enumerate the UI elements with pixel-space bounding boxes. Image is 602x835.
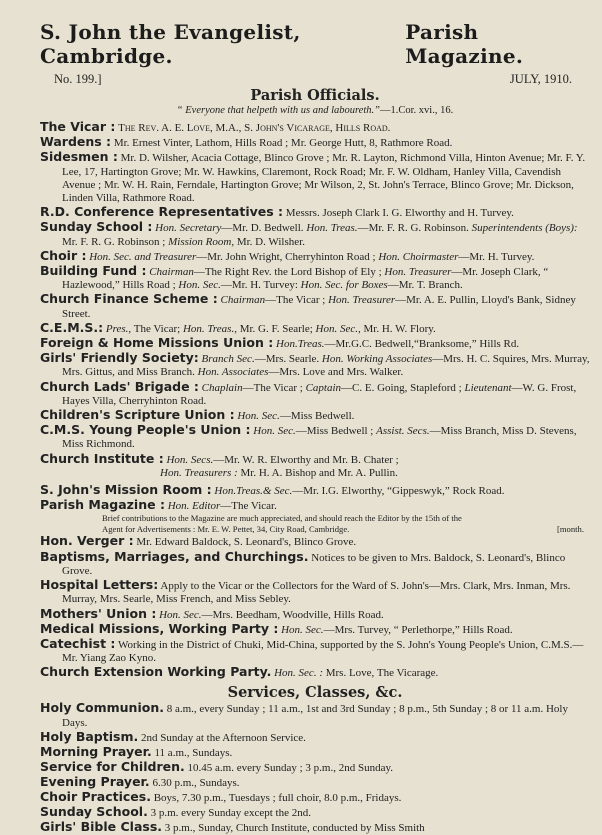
role: Hon. Treas. xyxy=(306,222,358,235)
service-sunday-school xyxy=(40,805,590,820)
entry-text: —Mr. John Wright, Cherryhinton Road ; xyxy=(196,250,376,263)
role: Hon. Treasurer xyxy=(384,266,452,279)
entry-text: Mr. Ernest Vinter, Lathom, Hills Road ; Mr. George Hutt, 8, Rathmore Road. xyxy=(113,137,453,150)
entry-mission-room xyxy=(40,483,590,498)
entry-label: Sidesmen : xyxy=(40,149,118,165)
note-month: [month. xyxy=(557,523,584,534)
entry-label: R.D. Conference Representatives : xyxy=(40,204,284,220)
entry-text: Working in the District of Chuki, Mid-China, supported by the S. John's Young People's Union, C.M.S.—Mr. Yiang Zao Kyno. xyxy=(62,638,584,665)
entry-label: Church Institute : xyxy=(40,450,164,466)
officials-heading: Parish Officials. xyxy=(250,87,380,104)
entry-text: Notices to be given to Mrs. Baldock, S. Leonard's, Blinco Grove. xyxy=(62,551,566,577)
role: Hon. Secretary xyxy=(155,222,222,235)
entry-church-institute-cont xyxy=(40,467,590,480)
entry-label: Children's Scripture Union : xyxy=(40,407,235,423)
entry-label: C.E.M.S.: xyxy=(40,319,104,335)
entry-text: —Mr. T. Branch. xyxy=(387,279,463,292)
entry-parish-magazine xyxy=(40,498,590,513)
issue-date: JULY, 1910. xyxy=(509,72,572,86)
entry-label: Baptisms, Marriages, and Churchings. xyxy=(40,548,309,564)
role: Hon. Working Associates xyxy=(321,353,433,366)
entry-text: Mr. G. F. Searle; xyxy=(236,322,313,335)
service-label: Holy Communion. xyxy=(40,699,164,715)
service-text: 2nd Sunday at the Afternoon Service. xyxy=(138,731,306,744)
service-holy-baptism xyxy=(40,730,590,745)
entry-text: —Mrs. H. C. Squires, Mrs. Murray, Mrs. Gittus, and Miss Branch. xyxy=(62,353,590,379)
entry-label: Church Finance Scheme : xyxy=(40,291,218,307)
entry-text: Apply to the Vicar or the Collectors for the Ward of S. John's—Mrs. Clark, Mrs. Inman, Mrs. Murray, Mrs. Searle, Miss French, and Miss Sebley. xyxy=(62,580,571,606)
entry-text: —Mrs. Searle. xyxy=(254,353,320,366)
role: Chaplain xyxy=(201,381,243,394)
role: Hon. Editor xyxy=(167,500,221,513)
entry-sidesmen xyxy=(40,150,590,205)
entry-rd-conference xyxy=(40,205,590,220)
entry-wardens xyxy=(40,135,590,150)
entry-text: Mr. D. Wilsher. xyxy=(234,235,305,248)
entry-text: —Mr. H. Turvey: xyxy=(220,279,298,292)
entry-text: The Rev. A. E. Love, M.A., S. John's Vicarage, Hills Road. xyxy=(118,122,391,134)
service-text: 3 p.m. every Sunday except the 2nd. xyxy=(147,806,311,819)
entry-text: Mrs. Love, The Vicarage. xyxy=(322,667,439,680)
epigraph-text: “ Everyone that helpeth with us and laboureth.” xyxy=(176,105,380,116)
entry-label: Sunday School : xyxy=(40,219,153,235)
entry-label: Church Lads' Brigade : xyxy=(40,378,199,394)
service-label: Evening Prayer. xyxy=(40,773,150,789)
role: Hon.Treas.& Sec. xyxy=(214,485,293,498)
entry-text: Mr. H. W. Flory. xyxy=(360,322,436,335)
entry-label: The Vicar : xyxy=(40,119,116,134)
entry-church-finance xyxy=(40,292,590,320)
service-text: 6.30 p.m., Sundays. xyxy=(149,776,240,789)
entry-label: Hospital Letters: xyxy=(40,577,159,593)
entry-text: —Mrs. Beedham, Woodville, Hills Road. xyxy=(201,608,384,621)
role: Hon. Sec. xyxy=(253,425,296,438)
note-text: Agent for Advertisements : Mr. E. W. Pettet, 34, City Road, Cambridge. xyxy=(102,523,350,534)
entry-text: —The Right Rev. the Lord Bishop of Ely ; xyxy=(193,266,382,279)
entry-church-institute xyxy=(40,452,590,467)
entry-text: —Mr. F. R. G. Robinson. xyxy=(357,222,469,235)
role: Hon. Associates xyxy=(197,366,269,379)
role: Hon. Sec. and Treasurer xyxy=(89,250,197,263)
entry-foreign-home-missions xyxy=(40,336,590,351)
service-evening-prayer xyxy=(40,775,590,790)
entry-text: —Mr. H. Turvey. xyxy=(458,250,535,263)
role: Hon. Sec. xyxy=(178,279,221,292)
entry-text: —Miss Branch, Miss D. Stevens, Miss Richmond. xyxy=(62,425,577,451)
parish-name: S. John the Evangelist, Cambridge. xyxy=(40,20,301,68)
role: Hon. Sec. xyxy=(281,623,324,636)
entry-label: Catechist : xyxy=(40,635,116,651)
role: Hon. Secs. xyxy=(166,453,214,466)
issue-number: No. 199.] xyxy=(54,72,102,86)
entry-label: Girls' Friendly Society: xyxy=(40,350,199,366)
service-morning-prayer xyxy=(40,745,590,760)
role: Captain xyxy=(305,381,342,394)
entry-text: —Mr. D. Bedwell. xyxy=(221,222,304,235)
entry-label: Mothers' Union : xyxy=(40,605,157,621)
magazine-title: Parish Magazine. xyxy=(405,20,524,68)
entry-label: S. John's Mission Room : xyxy=(40,482,212,498)
role: Hon. Treasurer xyxy=(328,294,396,307)
entry-label: Church Extension Working Party. xyxy=(40,664,272,680)
issue-row xyxy=(40,72,590,87)
editor-note xyxy=(40,513,590,534)
role: Assist. Secs. xyxy=(376,425,430,438)
services-list xyxy=(40,701,590,835)
service-text: Boys, 7.30 p.m., Tuesdays ; full choir, 8.0 p.m., Fridays. xyxy=(150,791,402,804)
role: Hon.Treas. xyxy=(276,338,325,351)
entry-mothers-union xyxy=(40,607,590,622)
entry-text: —Mr. W. R. Elworthy and Mr. B. Chater ; xyxy=(213,453,399,466)
entry-text: —Miss Bedwell ; xyxy=(295,425,374,438)
entry-text: —Mr. Joseph Clark, “ Hazlewood,” Hills Road ; xyxy=(62,266,549,292)
role: Chairman xyxy=(149,266,194,279)
role: Hon. Choirmaster xyxy=(378,250,459,263)
entry-choir xyxy=(40,249,590,264)
entry-text: —Miss Bedwell. xyxy=(279,410,355,423)
role: Pres., xyxy=(105,322,132,335)
entry-label: C.M.S. Young People's Union : xyxy=(40,422,251,438)
role: Hon. Treasurers : xyxy=(160,466,238,479)
role: Lieutenant xyxy=(464,381,512,394)
service-text: 10.45 a.m. every Sunday ; 3 p.m., 2nd Sunday. xyxy=(184,761,394,774)
service-children xyxy=(40,760,590,775)
service-text: 11 a.m., Sundays. xyxy=(151,746,233,759)
role: Chairman xyxy=(220,294,266,307)
note-line: Brief contributions to the Magazine are much appreciated, and should reach the Editor by the 15th of the xyxy=(102,513,462,524)
role: Hon. Sec. for Boxes xyxy=(300,279,388,292)
role: Hon. Sec. xyxy=(159,608,202,621)
masthead xyxy=(40,0,590,68)
epigraph-ref: —1.Cor. xvi., 16. xyxy=(379,105,454,116)
entry-text: The Vicar; xyxy=(131,322,181,335)
epigraph xyxy=(40,104,590,118)
entry-catechist xyxy=(40,637,590,665)
entry-text: —The Vicar ; xyxy=(265,294,326,307)
entry-text: Messrs. Joseph Clark I. G. Elworthy and H. Turvey. xyxy=(285,207,514,220)
entry-vicar xyxy=(40,120,590,135)
entry-text: —Mr. A. E. Pullin, Lloyd's Bank, Sidney Street. xyxy=(62,294,576,320)
note-line-2 xyxy=(102,524,590,535)
entry-childrens-scripture-union xyxy=(40,408,590,423)
entry-label: Foreign & Home Missions Union : xyxy=(40,335,274,351)
entry-label: Medical Missions, Working Party : xyxy=(40,620,279,636)
service-label: Sunday School. xyxy=(40,803,148,819)
entry-label: Hon. Verger : xyxy=(40,533,134,549)
role: Hon. Sec. xyxy=(237,410,280,423)
entry-building-fund xyxy=(40,264,590,292)
entry-label: Choir : xyxy=(40,247,87,263)
entry-cms-young-peoples-union xyxy=(40,423,590,451)
role: Superintendents (Boys): xyxy=(471,222,578,235)
entry-text: —Mrs. Love and Mrs. Walker. xyxy=(268,366,404,379)
service-label: Choir Practices. xyxy=(40,788,151,804)
entry-label: Wardens : xyxy=(40,134,112,150)
entry-text: —W. G. Frost, Hayes Villa, Cherryhinton Road. xyxy=(62,381,577,407)
entry-text: Mr. Edward Baldock, S. Leonard's, Blinco Grove. xyxy=(133,536,357,549)
service-text: 3 p.m., Sunday, Church Institute, conducted by Miss Smith xyxy=(162,821,425,834)
service-label: Holy Baptism. xyxy=(40,728,139,744)
role: Mission Room, xyxy=(168,235,235,248)
entry-cems xyxy=(40,321,590,336)
entry-text: —Mr.G.C. Bedwell,“Branksome,” Hills Rd. xyxy=(324,338,520,351)
service-label: Morning Prayer. xyxy=(40,743,152,759)
entry-text: —The Vicar ; xyxy=(242,381,303,394)
entry-text: —Mr. I.G. Elworthy, “Gippeswyk,” Rock Road. xyxy=(292,485,505,498)
entry-text: —The Vicar. xyxy=(220,500,277,513)
entry-text: Mr. D. Wilsher, Acacia Cottage, Blinco Grove ; Mr. R. Layton, Richmond Villa, Hinton Avenue; Mr. F. Y. Lee, 17, Hartington Grove; Mr. W. Hawkins, Claremont, Rock Road; Mr. F. W. Oldham, Hanley Villa, Cavendish Avenue ; Mr. W. H. Rain, Ferndale, Hartington Grove; Mr Wilson, 2, St. John's Terrace, Blinco Grove; Mr. Dickson, Linden Villa, Rathmore Road. xyxy=(62,152,586,205)
role: Hon. Sec. : xyxy=(274,667,323,680)
entry-girls-friendly-society xyxy=(40,351,590,379)
entry-church-lads-brigade xyxy=(40,380,590,408)
entry-church-extension xyxy=(40,665,590,680)
role: Hon. Treas., xyxy=(182,322,237,335)
service-text: 8 a.m., every Sunday ; 11 a.m., 1st and 3rd Sunday ; 8 p.m., 5th Sunday ; 8 or 11 a.m. Holy Days. xyxy=(62,702,568,729)
entry-text: —C. E. Going, Stapleford ; xyxy=(341,381,462,394)
role: Hon. Sec., xyxy=(315,322,361,335)
services-heading: Services, Classes, &c. xyxy=(227,683,403,701)
entry-label: Parish Magazine : xyxy=(40,497,165,513)
entry-text: —Mrs. Turvey, “ Perlethorpe,” Hills Road. xyxy=(323,623,513,636)
service-holy-communion xyxy=(40,701,590,730)
entry-medical-missions xyxy=(40,622,590,637)
entry-sunday-school xyxy=(40,220,590,248)
entry-hospital-letters xyxy=(40,578,590,606)
service-label: Service for Children. xyxy=(40,758,185,774)
service-girls-bible-class xyxy=(40,820,590,835)
role: Branch Sec. xyxy=(201,353,255,366)
entry-verger xyxy=(40,534,590,549)
service-choir-practices xyxy=(40,790,590,805)
entry-text: Mr. F. R. G. Robinson ; xyxy=(62,235,166,248)
entry-label: Building Fund : xyxy=(40,263,147,279)
entry-baptisms xyxy=(40,550,590,578)
service-label: Girls' Bible Class. xyxy=(40,818,163,834)
entry-text: Mr. H. A. Bishop and Mr. A. Pullin. xyxy=(237,466,398,479)
